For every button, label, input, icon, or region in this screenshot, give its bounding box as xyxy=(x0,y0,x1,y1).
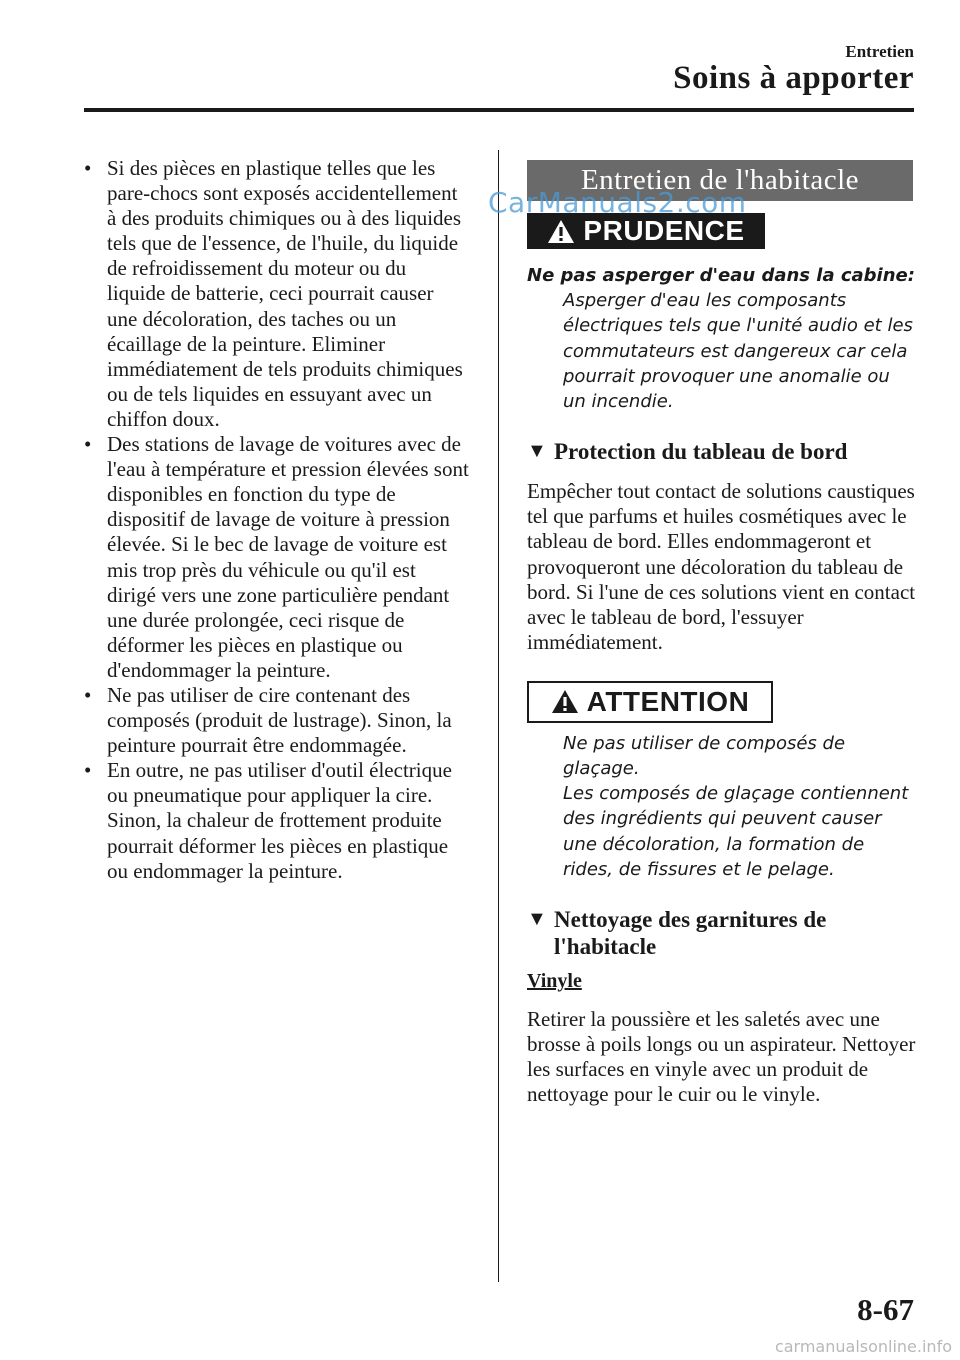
bullet-text: Ne pas utiliser de cire contenant des composés (produit de lustrage). Sinon, la peinture pourrait être endommagée. xyxy=(107,682,452,758)
trim-heading xyxy=(527,906,917,960)
section-banner: Entretien de l'habitacle xyxy=(527,160,913,201)
vinyl-label: Vinyle xyxy=(527,970,582,993)
attention-text: Les composés de glaçage contiennent des ingrédients qui peuvent causer une décoloration, la formation de rides, de fissures et le pelage. xyxy=(563,783,909,880)
attention-block xyxy=(527,731,917,882)
dashboard-heading-text: Protection du tableau de bord xyxy=(554,439,848,465)
bullet-dot-icon: • xyxy=(84,682,92,707)
bullet-text: Des stations de lavage de voitures avec de l'eau à température et pression élevées sont disponibles en fonction du type de dispositif de lavage de voiture à pression élevée. Si le bec de lavage de voiture est mis trop près du véhicule ou qu'il est dirigé vers une zone particulière pendant une durée prolongée, ceci risque de déformer les pièces en plastique ou d'endommager la peinture. xyxy=(107,432,469,682)
warning-triangle-icon xyxy=(551,689,579,714)
attention-title: Ne pas utiliser de composés de glaçage. xyxy=(563,732,846,780)
bullet-item xyxy=(84,432,469,683)
bullet-text: Si des pièces en plastique telles que les pare-chocs sont exposés accidentellement à des produits chimiques ou à des liquides tels que de l'essence, de l'huile, du liquide de refroidissement du moteur ou du liquide de batterie, ceci pourrait causer une décoloration, des taches ou un écaillage de la peinture. Eliminer immédiatement de tels produits chimiques ou de tels liquides en essuyant avec un chiffon doux. xyxy=(107,156,463,431)
footer-watermark: carmanualsonline.info xyxy=(774,1337,952,1356)
right-column xyxy=(527,160,917,1107)
left-column xyxy=(84,156,469,884)
bullet-text: En outre, ne pas utiliser d'outil électrique ou pneumatique pour appliquer la cire. Sinon, la chaleur de frottement produite pourrait déformer les pièces en plastique ou endommager la peinture. xyxy=(107,758,452,883)
bullet-item xyxy=(84,683,469,758)
vinyl-paragraph: Retirer la poussière et les saletés avec une brosse à poils longs ou un aspirateur. Nettoyer les surfaces en vinyle avec un produit de nettoyage pour le cuir ou le vinyle. xyxy=(527,1007,916,1107)
prudence-title: Ne pas asperger d'eau dans la cabine: xyxy=(527,265,915,286)
column-divider xyxy=(498,150,499,1282)
prudence-block xyxy=(527,263,917,414)
page-number: 8-67 xyxy=(857,1292,914,1327)
triangle-down-icon: ▼ xyxy=(527,440,547,463)
dashboard-paragraph: Empêcher tout contact de solutions caustiques tel que parfums et huiles cosmétiques avec le tableau de bord. Elles endommageront et provoqueront une décoloration du tableau de bord. Si l'une de ces solutions vient en contact avec le tableau de bord, l'essuyer immédiatement. xyxy=(527,479,916,654)
bullet-item xyxy=(84,156,469,432)
attention-badge xyxy=(527,681,773,723)
attention-label: ATTENTION xyxy=(586,685,750,717)
dashboard-heading xyxy=(527,438,917,465)
bullet-dot-icon: • xyxy=(84,432,92,457)
chapter-title: Entretien xyxy=(845,42,914,61)
header-rule xyxy=(84,108,914,112)
prudence-text: Asperger d'eau les composants électriques tels que l'unité audio et les commutateurs est dangereux car cela pourrait provoquer une anomalie ou un incendie. xyxy=(563,290,913,413)
warning-triangle-icon xyxy=(547,219,575,244)
bullet-dot-icon: • xyxy=(84,758,92,783)
watermark: CarManuals2.com xyxy=(488,186,747,219)
trim-heading-text: Nettoyage des garnitures de l'habitacle xyxy=(554,907,827,960)
prudence-label: PRUDENCE xyxy=(583,215,745,246)
bullet-item xyxy=(84,758,469,883)
bullet-dot-icon: • xyxy=(84,156,92,180)
section-title: Soins à apporter xyxy=(673,60,914,96)
triangle-down-icon: ▼ xyxy=(527,908,547,931)
